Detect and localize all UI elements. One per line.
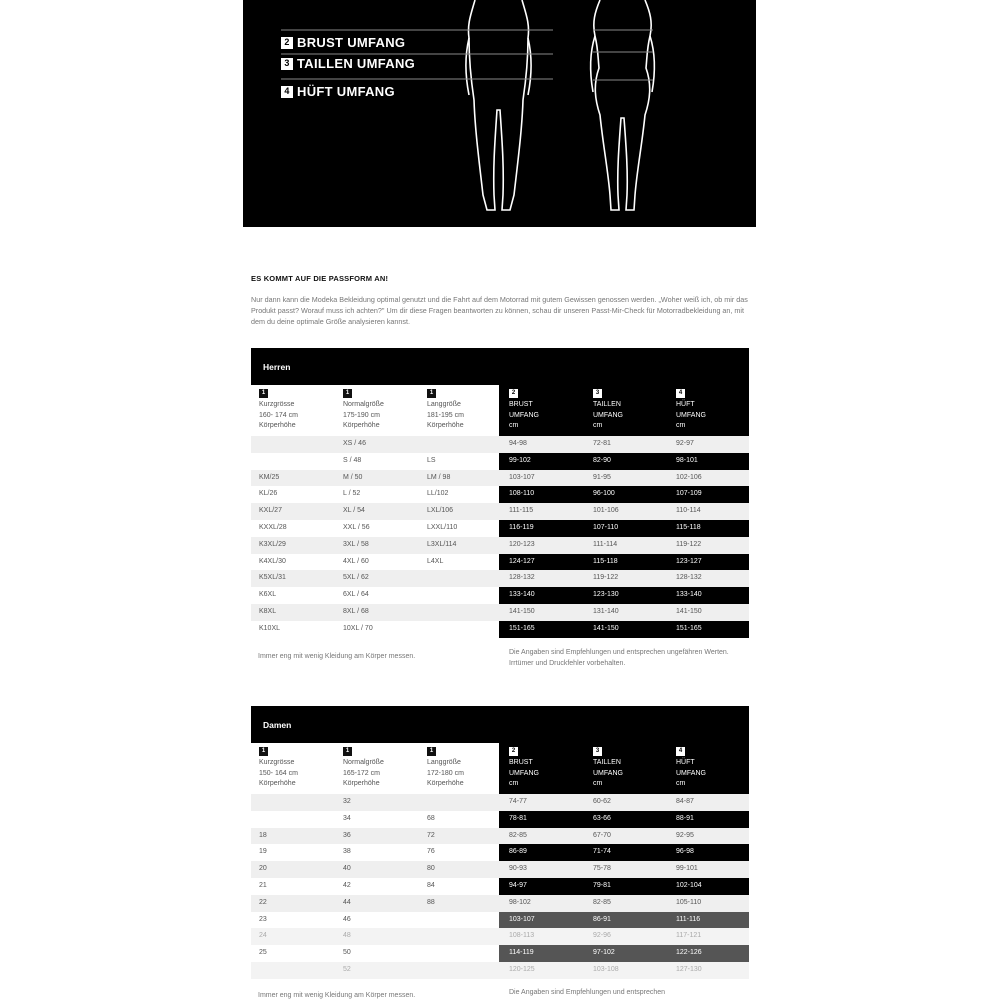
table-row (251, 587, 749, 604)
column-number-badge: 4 (676, 747, 685, 756)
column-number-badge: 2 (509, 389, 518, 398)
table-cell: LXL/106 (427, 507, 454, 515)
table-cell: 91-95 (593, 473, 611, 481)
table-cell: 71-74 (593, 848, 611, 856)
table-cell: 111-116 (676, 915, 701, 923)
herren-note-measure: Immer eng mit wenig Kleidung am Körper messen. (258, 653, 416, 660)
column-header-line: 172-180 cm (427, 769, 464, 777)
table-cell: 88 (427, 898, 435, 906)
legend-label: BRUST UMFANG (297, 35, 406, 50)
table-cell: 99-102 (509, 456, 531, 464)
measurement-hero (243, 0, 756, 227)
column-header-line: UMFANG (509, 769, 539, 777)
table-cell: 111-114 (593, 540, 618, 548)
column-header-line: Kurzgrösse (259, 759, 295, 766)
intro-heading: ES KOMMT AUF DIE PASSFORM AN! (251, 274, 389, 283)
column-number-badge: 1 (343, 747, 352, 756)
table-cell: 72-81 (593, 440, 611, 447)
column-header-line: cm (509, 422, 519, 429)
column-header-line: Körperhöhe (259, 780, 296, 787)
table-cell: 82-85 (593, 898, 611, 906)
table-cell: 60-62 (593, 798, 611, 805)
table-cell: 115-118 (676, 523, 701, 531)
table-row (251, 604, 749, 621)
table-row (251, 962, 749, 979)
legend-label: TAILLEN UMFANG (297, 56, 416, 71)
table-row (251, 554, 749, 571)
column-header (509, 385, 539, 436)
column-header-line: UMFANG (593, 411, 623, 419)
table-cell: 68 (427, 814, 435, 822)
table-row (251, 503, 749, 520)
table-cell: 90-93 (509, 865, 527, 873)
table-cell: 94-97 (509, 881, 527, 889)
table-row (251, 928, 749, 945)
table-cell: 32 (343, 798, 351, 805)
table-cell: 82-85 (509, 831, 527, 839)
table-cell: XL / 54 (343, 507, 365, 515)
table-cell: 102-106 (676, 473, 702, 481)
column-header-line: TAILLEN (593, 401, 621, 408)
table-cell: 22 (259, 898, 267, 906)
table-row (251, 486, 749, 503)
table-cell: 76 (427, 848, 435, 856)
table-row (251, 912, 749, 929)
column-header-line: 150- 164 cm (259, 769, 298, 777)
column-number-badge: 3 (593, 389, 602, 398)
table-cell: 50 (343, 949, 351, 957)
table-cell: 46 (343, 915, 351, 923)
legend-number-badge: 2 (281, 37, 293, 49)
table-cell: 36 (343, 831, 351, 839)
table-cell: K6XL (259, 591, 277, 599)
column-header-line: Normalgröße (343, 401, 384, 408)
table-cell: 110-114 (676, 507, 701, 515)
table-cell: 107-110 (593, 523, 619, 531)
column-header-line: 165-172 cm (343, 769, 380, 777)
table-cell: 84-87 (676, 798, 694, 805)
table-cell: KXXL/28 (259, 523, 287, 531)
table-row (251, 453, 749, 470)
table-cell: 114-119 (509, 949, 534, 957)
table-row (251, 621, 749, 638)
table-cell: 141-150 (593, 624, 619, 632)
intro-text: Nur dann kann die Modeka Bekleidung optimal genutzt und die Fahrt auf dem Motorrad mit gutem Gewissen genossen werden. „Woher weiß ich, ob mir das Produkt passt? Worauf muss ich achten?" Um dir diese Fragen beantworten zu können, schau dir unseren Passt-Mir-Check für Motorradbekleidung an, mit dem du deine optimale Größe analysieren kannst. (251, 295, 748, 326)
table-cell: 86-89 (509, 848, 527, 856)
table-cell: 97-102 (593, 949, 615, 957)
table-title: Damen (251, 706, 749, 743)
table-row (251, 794, 749, 811)
table-cell: 141-150 (509, 607, 535, 615)
table-cell: L4XL (427, 557, 444, 565)
table-cell: 122-126 (676, 949, 702, 957)
table-cell: 38 (343, 848, 351, 856)
table-cell: LS (427, 456, 436, 464)
table-cell: 103-107 (509, 915, 535, 923)
table-cell: 8XL / 68 (343, 607, 369, 615)
table-cell: 72 (427, 831, 435, 839)
column-header-line: Körperhöhe (343, 422, 380, 429)
table-row (251, 570, 749, 587)
table-cell: LXXL/110 (427, 523, 458, 531)
table-cell: K10XL (259, 624, 281, 632)
legend-label: HÜFT UMFANG (297, 84, 395, 99)
damen-size-table (251, 706, 749, 979)
table-cell: 128-132 (509, 574, 535, 582)
legend-number-badge: 3 (281, 58, 293, 70)
table-row (251, 844, 749, 861)
table-cell: 102-104 (676, 881, 702, 889)
damen-note-measure: Immer eng mit wenig Kleidung am Körper messen. (258, 992, 416, 999)
table-cell: 151-165 (676, 624, 702, 632)
column-header-line: BRUST (509, 401, 533, 408)
herren-note-disclaimer: Die Angaben sind Empfehlungen und entsprechen ungefähren Werten. Irrtümer und Druckfehler vorbehalten. (509, 649, 729, 667)
table-cell: 120-125 (509, 965, 535, 973)
table-cell: KL/26 (259, 490, 278, 498)
table-row (251, 895, 749, 912)
table-cell: 48 (343, 932, 351, 940)
column-number-badge: 1 (259, 389, 268, 398)
table-cell: L3XL/114 (427, 540, 457, 548)
column-header-line: 181-195 cm (427, 411, 464, 419)
column-header-line: UMFANG (676, 769, 706, 777)
table-cell: 79-81 (593, 881, 611, 889)
table-cell: 131-140 (593, 607, 619, 615)
table-cell: 98-101 (676, 456, 698, 464)
table-cell: 128-132 (676, 574, 702, 582)
table-cell: 63-66 (593, 814, 611, 822)
column-header (427, 385, 464, 436)
column-header-line: Langgröße (427, 759, 461, 766)
table-cell: 117-121 (676, 932, 702, 940)
column-header-line: Körperhöhe (427, 422, 464, 429)
table-cell: 84 (427, 881, 435, 889)
table-cell: 3XL / 58 (343, 540, 369, 548)
column-header-line: cm (676, 422, 686, 429)
table-row (251, 945, 749, 962)
herren-size-table (251, 348, 749, 638)
column-header-line: Langgröße (427, 401, 461, 408)
table-cell: 101-106 (593, 507, 619, 515)
column-header-line: 175-190 cm (343, 411, 380, 419)
table-cell: 19 (259, 848, 267, 856)
table-cell: 123-127 (676, 557, 702, 565)
table-cell: 18 (259, 831, 267, 839)
table-cell: 25 (259, 949, 267, 957)
legend-number-badge: 4 (281, 86, 293, 98)
column-header (593, 743, 623, 794)
table-cell: 42 (343, 881, 351, 889)
table-cell: 75-78 (593, 865, 611, 873)
column-number-badge: 1 (427, 747, 436, 756)
table-cell: L / 52 (343, 490, 361, 498)
table-row (251, 537, 749, 554)
table-cell: 23 (259, 915, 267, 923)
column-number-badge: 3 (593, 747, 602, 756)
table-cell: 108-110 (509, 490, 535, 498)
table-cell: 123-130 (593, 591, 619, 599)
table-row (251, 878, 749, 895)
column-header-line: UMFANG (509, 411, 539, 419)
table-cell: 92-95 (676, 831, 694, 839)
column-header-line: HÜFT (676, 401, 695, 408)
table-cell: 82-90 (593, 456, 611, 464)
table-cell: 133-140 (509, 591, 535, 599)
table-row (251, 828, 749, 845)
table-cell: LL/102 (427, 490, 449, 498)
table-cell: K3XL/29 (259, 540, 286, 548)
legend-taillen (281, 56, 415, 71)
table-cell: 92-97 (676, 440, 694, 447)
table-cell: M / 50 (343, 473, 363, 481)
column-header-line: cm (509, 780, 519, 787)
table-cell: 20 (259, 865, 267, 873)
table-cell: 4XL / 60 (343, 557, 369, 565)
column-number-badge: 1 (343, 389, 352, 398)
table-cell: 99-101 (676, 865, 698, 873)
table-cell: K4XL/30 (259, 557, 286, 565)
table-cell: KM/25 (259, 473, 280, 481)
legend-brust (281, 35, 405, 50)
table-cell: 92-96 (593, 932, 611, 940)
table-row (251, 811, 749, 828)
column-header-line: UMFANG (676, 411, 706, 419)
column-header-line: Körperhöhe (343, 780, 380, 787)
column-number-badge: 4 (676, 389, 685, 398)
table-cell: 80 (427, 865, 435, 873)
table-cell: 151-165 (509, 624, 535, 632)
table-cell: 103-108 (593, 965, 619, 973)
column-header (676, 743, 706, 794)
column-header-line: Kurzgrösse (259, 401, 295, 408)
table-cell: 94-98 (509, 440, 527, 447)
table-cell: K5XL/31 (259, 574, 286, 582)
table-cell: 105-110 (676, 898, 702, 906)
table-cell: S / 48 (343, 456, 362, 464)
column-header (343, 743, 384, 794)
table-cell: 52 (343, 965, 351, 973)
table-cell: KXL/27 (259, 507, 282, 515)
column-header-line: TAILLEN (593, 759, 621, 766)
column-number-badge: 2 (509, 747, 518, 756)
table-cell: 96-98 (676, 848, 694, 856)
column-number-badge: 1 (259, 747, 268, 756)
table-cell: XS / 46 (343, 440, 366, 447)
table-cell: 103-107 (509, 473, 535, 481)
table-cell: 119-122 (593, 574, 619, 582)
column-header (509, 743, 539, 794)
table-cell: 21 (259, 881, 267, 889)
table-row (251, 470, 749, 487)
table-cell: 111-115 (509, 507, 534, 515)
column-header-line: cm (593, 422, 603, 429)
column-header-line: Körperhöhe (427, 780, 464, 787)
table-cell: 24 (259, 932, 267, 940)
table-cell: 116-119 (509, 523, 534, 531)
table-row (251, 861, 749, 878)
column-header-line: Normalgröße (343, 759, 384, 766)
column-header (676, 385, 706, 436)
column-header-line: HÜFT (676, 759, 695, 766)
table-cell: 74-77 (509, 798, 527, 805)
column-number-badge: 1 (427, 389, 436, 398)
table-cell: 67-70 (593, 831, 611, 839)
table-cell: 115-118 (593, 557, 618, 565)
table-cell: 107-109 (676, 490, 702, 498)
table-header-row (251, 743, 749, 794)
table-cell: 124-127 (509, 557, 535, 565)
table-cell: 34 (343, 814, 351, 822)
column-header-line: Körperhöhe (259, 422, 296, 429)
column-header (259, 385, 298, 436)
column-header (427, 743, 464, 794)
table-cell: 5XL / 62 (343, 574, 369, 582)
column-header-line: UMFANG (593, 769, 623, 777)
table-cell: XXL / 56 (343, 523, 370, 531)
table-cell: 98-102 (509, 898, 531, 906)
table-cell: 127-130 (676, 965, 702, 973)
column-header-line: cm (676, 780, 686, 787)
table-cell: 10XL / 70 (343, 624, 373, 632)
column-header (259, 743, 298, 794)
table-cell: 40 (343, 865, 351, 873)
table-header-row (251, 385, 749, 436)
table-cell: LM / 98 (427, 473, 451, 481)
table-cell: 44 (343, 898, 351, 906)
table-cell: 133-140 (676, 591, 702, 599)
column-header-line: 160- 174 cm (259, 411, 298, 419)
damen-note-disclaimer: Die Angaben sind Empfehlungen und entsprechen (509, 989, 666, 996)
column-header-line: BRUST (509, 759, 533, 766)
table-cell: 120-123 (509, 540, 535, 548)
table-cell: K8XL (259, 607, 277, 615)
legend-huft (281, 84, 395, 99)
table-cell: 88-91 (676, 814, 694, 822)
column-header (593, 385, 623, 436)
column-header-line: cm (593, 780, 603, 787)
table-cell: 141-150 (676, 607, 702, 615)
table-title: Herren (251, 348, 749, 385)
table-cell: 6XL / 64 (343, 591, 369, 599)
table-cell: 96-100 (593, 490, 615, 498)
table-row (251, 520, 749, 537)
table-cell: 86-91 (593, 915, 611, 923)
table-cell: 108-113 (509, 932, 535, 940)
table-row (251, 436, 749, 453)
table-cell: 119-122 (676, 540, 702, 548)
column-header (343, 385, 384, 436)
table-cell: 78-81 (509, 814, 527, 822)
